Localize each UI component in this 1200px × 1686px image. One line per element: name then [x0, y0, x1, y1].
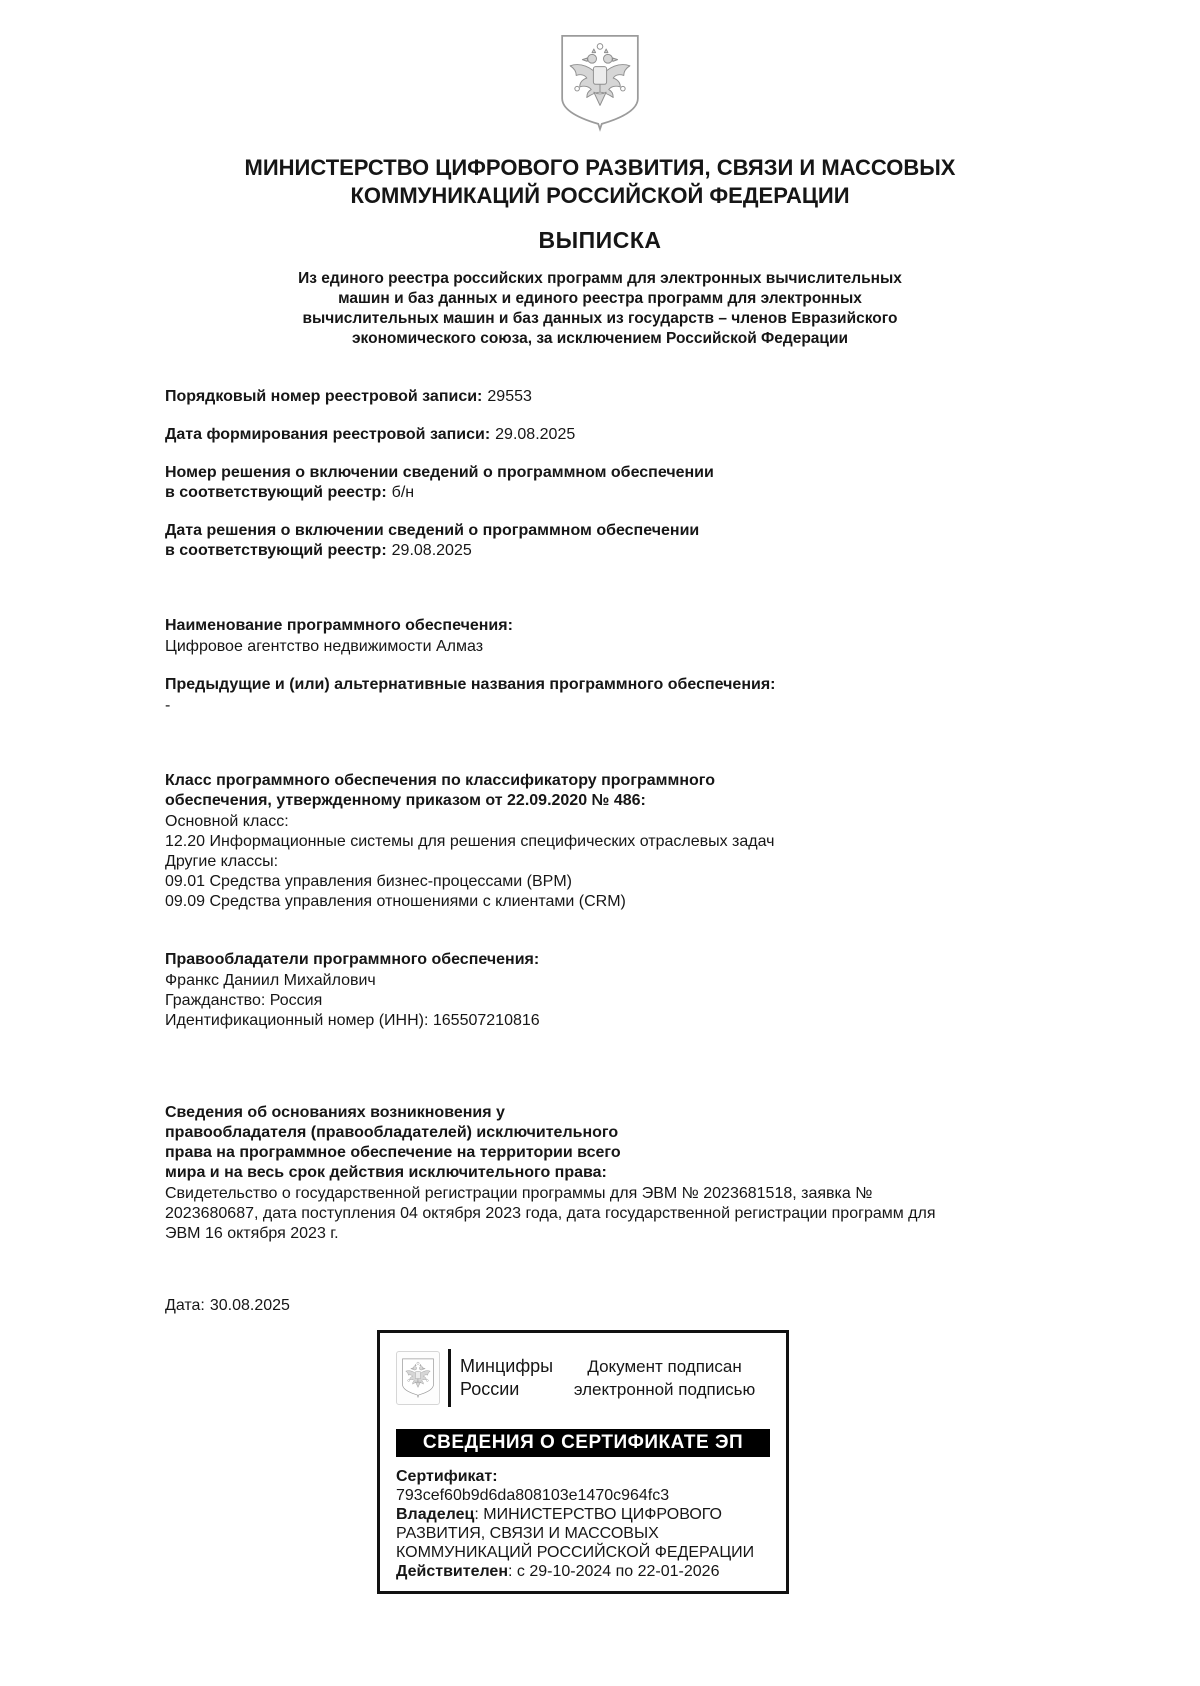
field-value: Свидетельство о государственной регистрации программы для ЭВМ № 2023681518, заявка № 2023680687, дата поступления 04 октября 2023 года, дата государственной регистрации программ для ЭВМ 16 октября 2023 г.	[165, 1185, 936, 1242]
field-label: Класс программного обеспечения по классификатору программного обеспечения, утвержденному приказом от 22.09.2020 № 486:	[165, 772, 715, 809]
field-value: б/н	[391, 484, 415, 501]
registry-subtitle: Из единого реестра российских программ для электронных вычислительных машин и баз данных и единого реестра программ для электронных вычислительных машин и баз данных из государств – членов Евразийского экономического союза, за исключением Российской Федерации	[298, 270, 902, 347]
field-value: 29.08.2025	[495, 426, 576, 443]
owner-label: Владелец	[396, 1506, 475, 1523]
field-label: Дата формирования реестровой записи:	[165, 426, 491, 443]
russia-coat-of-arms-icon	[556, 33, 644, 132]
agency-name: Минцифры России	[460, 1356, 554, 1399]
field-label: Номер решения о включении сведений о программном обеспечении в соответствующий реестр:	[165, 464, 714, 501]
certificate-validity	[396, 1562, 770, 1581]
field-alternative-names	[165, 675, 1140, 716]
mincifry-emblem-icon	[396, 1351, 440, 1405]
field-value: Франкс Даниил Михайлович Гражданство: Россия Идентификационный номер (ИНН): 165507210816	[165, 972, 540, 1029]
field-record-formation-date	[165, 425, 1140, 445]
signed-statement: Документ подписан электронной подписью	[573, 1357, 756, 1399]
date-label: Дата:	[165, 1297, 205, 1314]
certificate-details	[396, 1467, 770, 1581]
date-value: 30.08.2025	[209, 1297, 290, 1314]
certificate-header-bar: СВЕДЕНИЯ О СЕРТИФИКАТЕ ЭП	[396, 1429, 770, 1457]
field-label: Наименование программного обеспечения:	[165, 617, 513, 634]
field-software-name	[165, 616, 1140, 657]
certificate-owner	[396, 1505, 770, 1562]
document-date	[165, 1296, 1140, 1316]
field-software-class	[165, 771, 1140, 912]
field-value: 29.08.2025	[391, 542, 472, 559]
signature-stamp	[377, 1330, 789, 1594]
validity-label: Действителен	[396, 1563, 508, 1580]
owner-value: : МИНИСТЕРСТВО ЦИФРОВОГО РАЗВИТИЯ, СВЯЗИ И МАССОВЫХ КОММУНИКАЦИЙ РОССИЙСКОЙ ФЕДЕРАЦИИ	[396, 1506, 755, 1561]
field-value: -	[165, 697, 171, 714]
field-value: 29553	[487, 388, 532, 405]
fields-section	[165, 387, 1140, 1244]
field-label: Предыдущие и (или) альтернативные названия программного обеспечения:	[165, 676, 776, 693]
field-rights-holders	[165, 950, 1140, 1031]
document-page	[0, 33, 1200, 1686]
field-registry-record-number	[165, 387, 1140, 407]
field-decision-date	[165, 521, 1140, 561]
vertical-divider	[448, 1349, 451, 1407]
field-label: Правообладатели программного обеспечения:	[165, 951, 540, 968]
field-label: Дата решения о включении сведений о программном обеспечении в соответствующий реестр:	[165, 522, 700, 559]
validity-value: : с 29-10-2024 по 22-01-2026	[507, 1563, 720, 1580]
ministry-title: МИНИСТЕРСТВО ЦИФРОВОГО РАЗВИТИЯ, СВЯЗИ И МАССОВЫХ КОММУНИКАЦИЙ РОССИЙСКОЙ ФЕДЕРАЦИИ	[244, 155, 956, 208]
field-label: Сведения об основаниях возникновения у правообладателя (правообладателей) исключительного права на программное обеспечение на территории всего мира и на весь срок действия исключительного права:	[165, 1104, 621, 1181]
field-label: Порядковый номер реестровой записи:	[165, 388, 483, 405]
certificate-value: 793cef60b9d6da808103e1470c964fc3	[396, 1487, 670, 1504]
field-value: Цифровое агентство недвижимости Алмаз	[165, 638, 484, 655]
document-type-title: ВЫПИСКА	[538, 227, 662, 253]
field-rights-grounds	[165, 1103, 1140, 1244]
field-decision-number	[165, 463, 1140, 503]
certificate-label: Сертификат:	[396, 1468, 498, 1485]
field-value: Основной класс: 12.20 Информационные системы для решения специфических отраслевых задач Другие классы: 09.01 Средства управления бизнес-процессами (BPM) 09.09 Средства управления отношениями с клиентами (CRM)	[165, 813, 775, 910]
signature-header	[396, 1349, 770, 1407]
